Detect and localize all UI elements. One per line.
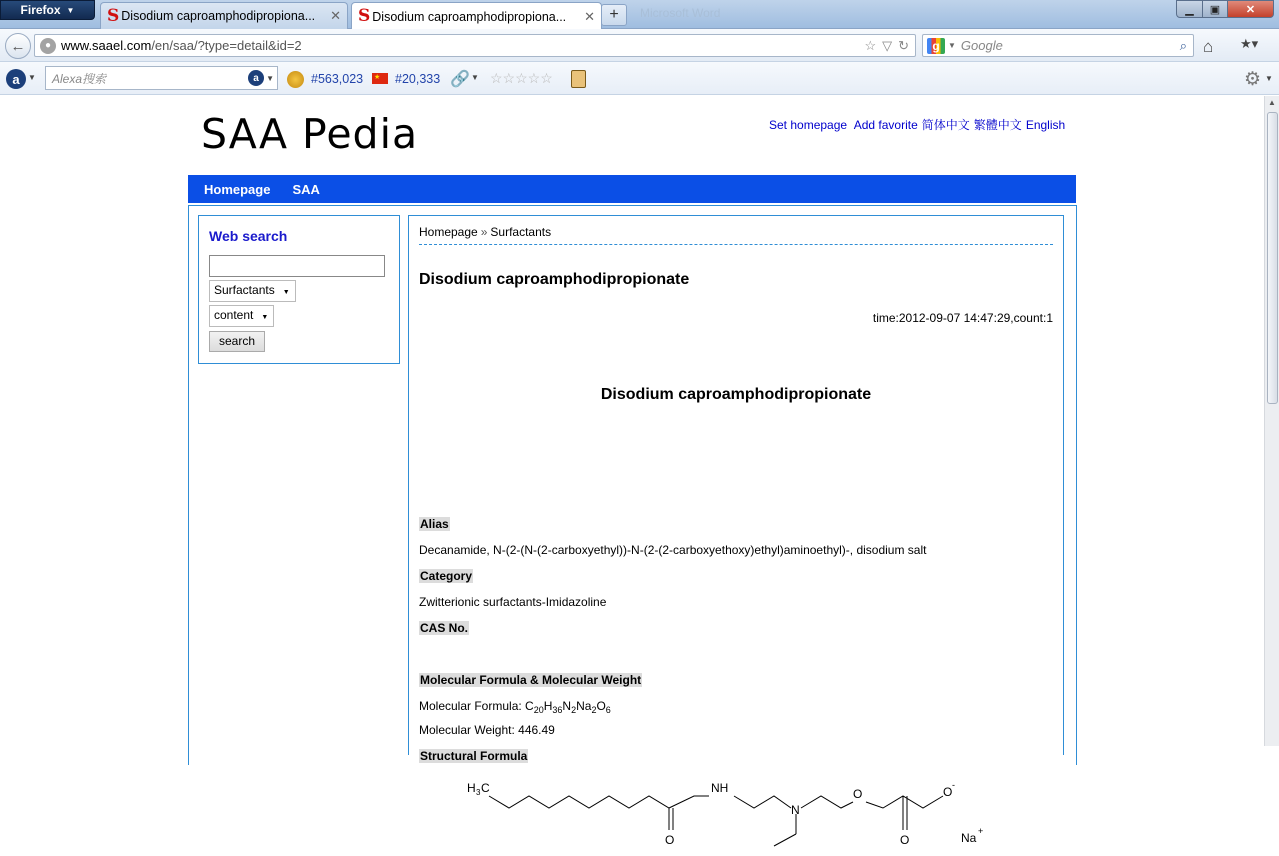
atom-nh: NH: [711, 781, 729, 795]
alias-label: Alias: [420, 517, 449, 531]
formula-h: H: [543, 699, 553, 713]
close-icon[interactable]: ✕: [330, 8, 341, 23]
nav-saa[interactable]: SAA: [292, 181, 320, 197]
category-label: Category: [420, 569, 473, 583]
formula-weight-label: Molecular Formula & Molecular Weight: [420, 673, 642, 687]
chevron-down-icon: ▼: [282, 289, 290, 296]
site-favicon-icon: S: [358, 6, 371, 26]
set-homepage-link[interactable]: Set homepage: [769, 118, 848, 132]
page-viewport: [0, 96, 1264, 847]
search-input[interactable]: [209, 255, 385, 277]
formula-na: Na: [576, 699, 592, 713]
gear-icon[interactable]: ⚙: [1244, 69, 1262, 90]
firefox-menu-button[interactable]: [0, 0, 95, 20]
formula-c: C: [525, 699, 534, 713]
category-text: Zwitterionic surfactants-Imidazoline: [419, 595, 607, 609]
alkyl-chain-bond: [489, 796, 709, 808]
bookmark-star-icon[interactable]: ☆: [864, 37, 877, 53]
nav-homepage[interactable]: Homepage: [204, 181, 271, 197]
ethylene-bond: [734, 796, 791, 808]
traditional-chinese-link[interactable]: 繁體中文: [973, 118, 1022, 132]
vertical-scrollbar[interactable]: [1264, 96, 1279, 746]
formula-c-count: 20: [533, 705, 544, 715]
formula-na-count: 2: [591, 705, 597, 715]
chevron-down-icon: ▼: [261, 314, 269, 321]
article-heading: Disodium caproamphodipropionate: [600, 386, 872, 403]
alexa-search-icon[interactable]: a: [248, 70, 264, 86]
formula-o-count: 6: [605, 705, 611, 715]
breadcrumb-separator: »: [480, 225, 488, 239]
search-bar[interactable]: [922, 34, 1194, 57]
web-search-heading: Web search: [209, 228, 288, 244]
dropdown-arrow-icon[interactable]: ▽: [882, 37, 893, 53]
alias-text: Decanamide, N-(2-(N-(2-carboxyethyl))-N-(2-(2-carboxyethoxy)ethyl)aminoethyl)-, disodium salt: [419, 543, 927, 557]
atom-o-carboxyl: O: [900, 833, 910, 847]
formula-h-count: 36: [552, 705, 563, 715]
china-flag-icon: ★: [372, 73, 388, 84]
top-links: [769, 116, 1069, 133]
reload-icon[interactable]: ↻: [898, 37, 909, 53]
scroll-up-icon[interactable]: ▲: [1268, 98, 1276, 107]
amine-branch-bond: [774, 834, 796, 846]
google-engine-icon[interactable]: g: [927, 38, 945, 54]
maximize-button[interactable]: ▣: [1202, 0, 1228, 18]
add-favorite-link[interactable]: Add favorite: [853, 118, 918, 132]
minimize-button[interactable]: ▁: [1176, 0, 1203, 18]
site-logo[interactable]: SAA Pedia: [201, 110, 419, 158]
category-select[interactable]: [209, 280, 296, 302]
atom-h-count: 3: [476, 788, 481, 797]
propionate-bond: [866, 796, 943, 808]
alexa-toolbar: [0, 62, 1279, 95]
simplified-chinese-link[interactable]: 简体中文: [921, 118, 970, 132]
formula-n: N: [562, 699, 572, 713]
tab-title: Disodium caproamphodipropiona...: [121, 9, 316, 23]
divider: [419, 244, 1053, 245]
url-text: [61, 38, 864, 53]
article-meta: time:2012-09-07 14:47:29,count:1: [872, 311, 1053, 325]
main-nav: [188, 175, 1076, 203]
search-button[interactable]: search: [209, 331, 265, 352]
atom-o-carbonyl: O: [665, 833, 675, 847]
molecular-formula: [419, 699, 611, 715]
new-tab-button[interactable]: +: [601, 4, 627, 26]
breadcrumb-homepage[interactable]: Homepage: [419, 225, 478, 239]
scrollbar-thumb[interactable]: [1267, 112, 1278, 404]
window-close-button[interactable]: ✕: [1227, 0, 1274, 18]
tab-active[interactable]: [351, 2, 602, 30]
background-window-title: Microsoft Word: [640, 6, 721, 20]
atom-n: N: [791, 803, 800, 817]
field-select-value: content: [214, 308, 254, 322]
breadcrumb: [419, 225, 551, 239]
formula-prefix: Molecular Formula:: [419, 699, 526, 713]
article-panel: [408, 215, 1064, 847]
atom-o-ether: O: [853, 787, 863, 801]
notebook-icon[interactable]: [571, 70, 586, 88]
alexa-logo-icon[interactable]: a: [6, 69, 26, 89]
traffic-rank-icon: [287, 71, 304, 88]
address-bar[interactable]: [34, 34, 916, 57]
chevron-down-icon: ▼: [66, 5, 75, 15]
structural-formula-label: Structural Formula: [420, 749, 528, 763]
tab-inactive[interactable]: [100, 2, 348, 29]
search-icon[interactable]: ⌕: [1179, 37, 1187, 53]
site-favicon-icon: S: [107, 5, 120, 26]
english-link[interactable]: English: [1025, 118, 1066, 132]
url-host: www.saael.com: [61, 38, 152, 53]
web-search-box: [198, 215, 400, 364]
field-select[interactable]: [209, 305, 274, 327]
alexa-search-input[interactable]: [45, 66, 278, 90]
atom-c: C: [481, 781, 490, 795]
close-icon[interactable]: ✕: [584, 8, 595, 24]
plus-charge: +: [978, 826, 984, 836]
rating-stars[interactable]: ☆☆☆☆☆: [490, 70, 553, 86]
structural-formula-diagram: [449, 764, 1049, 856]
article-title: Disodium caproamphodipropionate: [419, 271, 690, 288]
sodium-ion: Na: [961, 831, 977, 845]
tab-title: Disodium caproamphodipropiona...: [372, 9, 567, 24]
ethoxy-bond: [801, 796, 853, 808]
formula-n-count: 2: [571, 705, 577, 715]
url-path: /en/saa/?type=detail&id=2: [151, 38, 302, 53]
minus-charge: -: [952, 780, 955, 790]
formula-o: O: [596, 699, 606, 713]
firefox-menu-label: Firefox: [20, 3, 61, 17]
breadcrumb-surfactants[interactable]: Surfactants: [490, 225, 552, 239]
atom-h: H: [467, 781, 476, 795]
search-placeholder: Google: [960, 38, 1003, 53]
link-icon[interactable]: 🔗: [450, 71, 470, 88]
category-select-value: Surfactants: [214, 283, 275, 297]
cas-label: CAS No.: [420, 621, 468, 635]
global-rank[interactable]: #563,023: [311, 72, 364, 86]
navigation-toolbar: [0, 29, 1279, 62]
globe-icon: ●: [40, 38, 56, 54]
tab-strip: [0, 0, 1279, 29]
chevron-down-icon[interactable]: ▼: [948, 41, 956, 50]
chevron-down-icon[interactable]: ▼: [471, 73, 479, 82]
molecular-weight: Molecular Weight: 446.49: [419, 723, 555, 737]
chevron-down-icon[interactable]: ▼: [266, 73, 274, 83]
bookmarks-menu-icon[interactable]: ★▾: [1240, 36, 1259, 51]
home-icon[interactable]: ⌂: [1203, 37, 1214, 56]
alexa-search-placeholder: Alexa搜索: [52, 71, 107, 86]
back-button[interactable]: [5, 33, 31, 59]
chevron-down-icon[interactable]: ▼: [1265, 74, 1273, 83]
back-arrow-icon: ←: [10, 37, 26, 55]
country-rank[interactable]: #20,333: [395, 72, 441, 86]
atom-o-minus: O: [943, 785, 953, 799]
chevron-down-icon[interactable]: ▼: [28, 73, 36, 82]
